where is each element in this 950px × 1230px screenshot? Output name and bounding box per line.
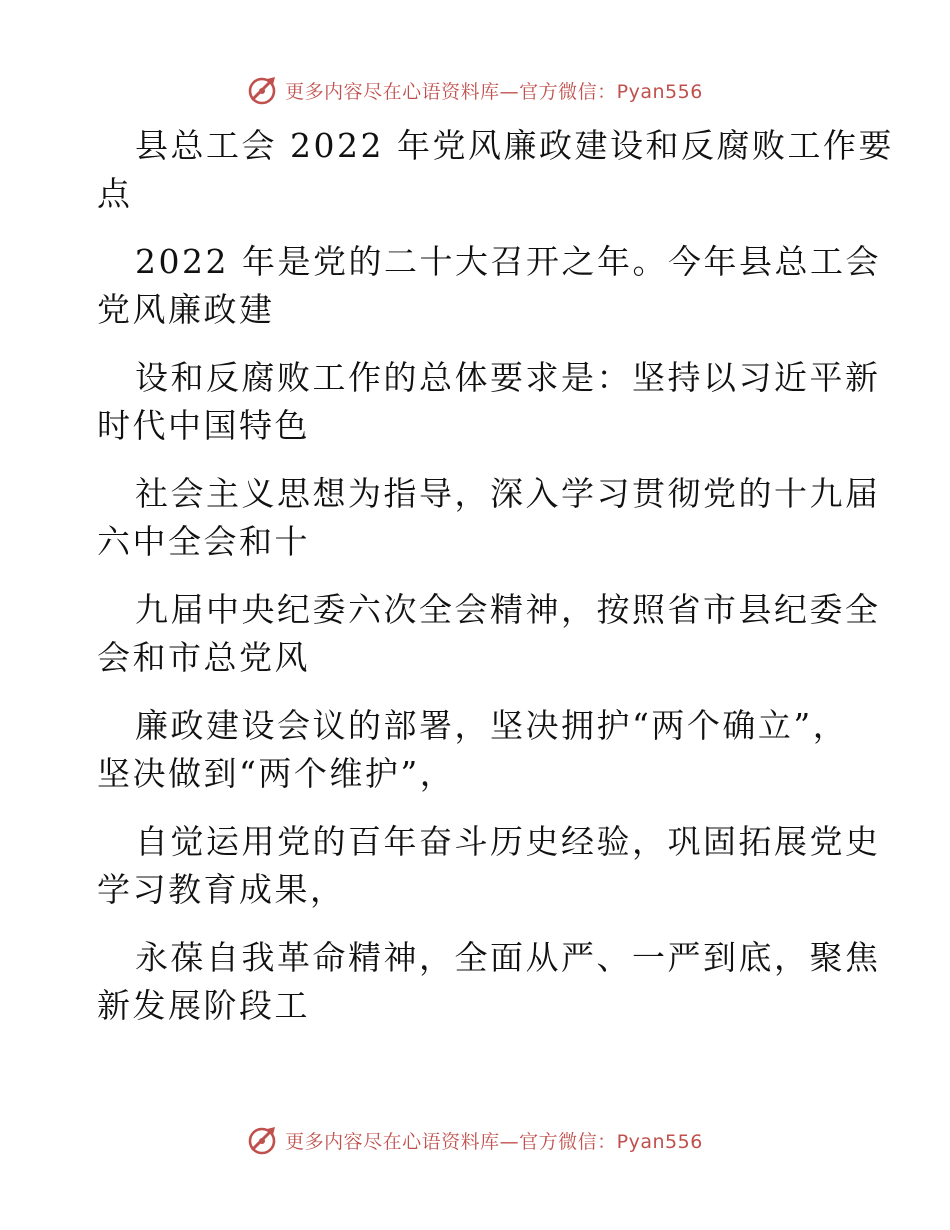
paragraph: [97, 586, 881, 682]
footer-watermark: [0, 1120, 950, 1160]
paragraph-line: 自觉运用党的百年奋斗历史经验，巩固拓展党史: [135, 822, 881, 861]
watermark-text: 更多内容尽在心语资料库—官方微信：Pyan556: [285, 1130, 703, 1153]
paragraph-line: 廉政建设会议的部署，坚决拥护“两个确立”，: [135, 706, 849, 745]
paragraph-line: 时代中国特色: [97, 406, 310, 445]
paragraph-line: 坚决做到“两个维护”，: [97, 754, 456, 793]
paragraph-line: 永葆自我革命精神，全面从严、一严到底，聚焦: [135, 938, 881, 977]
paragraph-line: 社会主义思想为指导，深入学习贯彻党的十九届: [135, 474, 881, 513]
paragraph-line: 六中全会和十: [97, 522, 310, 561]
paragraph: [97, 934, 881, 1030]
paragraph-line: 会和市总党风: [97, 638, 310, 677]
paragraph-line: 点: [97, 174, 133, 213]
pen-circle-logo-icon: [247, 73, 281, 107]
paragraph-line: 学习教育成果，: [97, 870, 346, 909]
document-body: [97, 122, 894, 1030]
paragraph-line: 九届中央纪委六次全会精神，按照省市县纪委全: [135, 590, 881, 629]
pen-circle-logo-icon: [247, 1123, 281, 1157]
watermark-text: 更多内容尽在心语资料库—官方微信：Pyan556: [285, 80, 703, 103]
paragraph: [97, 470, 881, 566]
paragraph: [97, 354, 881, 450]
paragraph-line: 党风廉政建: [97, 290, 275, 329]
paragraph: [97, 702, 857, 798]
paragraph-line: 设和反腐败工作的总体要求是：坚持以习近平新: [135, 358, 881, 397]
paragraph: [97, 238, 881, 334]
paragraph: [97, 818, 881, 914]
paragraph-line: 2022 年是党的二十大召开之年。今年县总工会: [135, 242, 881, 281]
paragraph-line: 新发展阶段工: [97, 986, 310, 1025]
paragraph: [97, 122, 894, 218]
header-watermark: [0, 70, 950, 110]
paragraph-line: 县总工会 2022 年党风廉政建设和反腐败工作要: [135, 126, 894, 165]
